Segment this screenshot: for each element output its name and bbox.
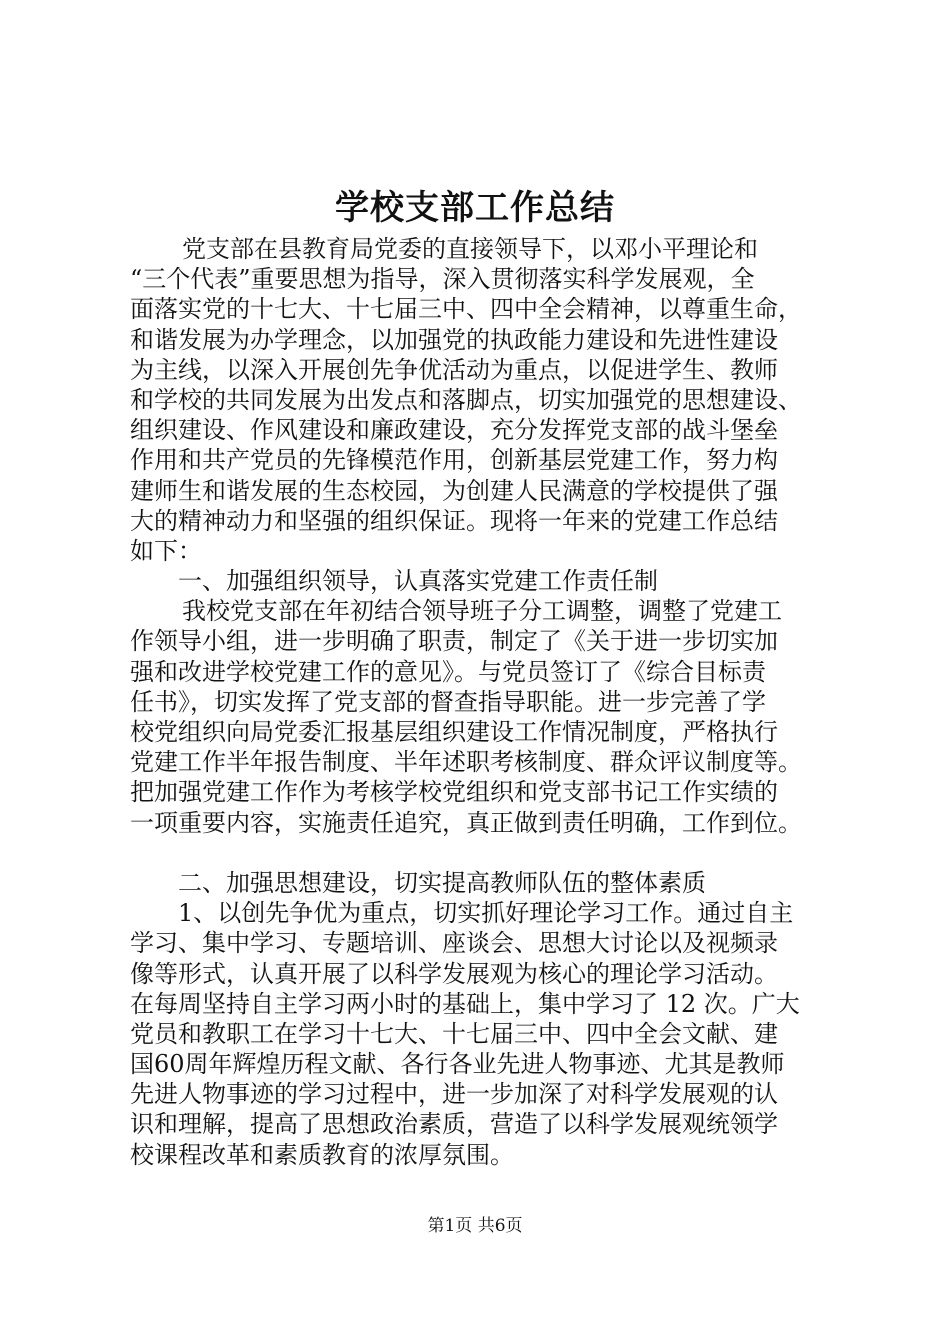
paragraph-line: 和谐发展为办学理念，以加强党的执政能力建设和先进性建设 xyxy=(130,325,778,354)
paragraph-line: 识和理解，提高了思想政治素质，营造了以科学发展观统领学 xyxy=(130,1110,778,1139)
paragraph-line: 在每周坚持自主学习两小时的基础上，集中学习了 12 次。广大 xyxy=(130,989,800,1018)
paragraph-line: 强和改进学校党建工作的意见》。与党员签订了《综合目标责 xyxy=(130,657,766,686)
paragraph-line: 作用和共产党员的先锋模范作用，创新基层党建工作，努力构 xyxy=(130,446,778,475)
section-heading: 二、加强思想建设，切实提高教师队伍的整体素质 xyxy=(178,868,706,897)
paragraph-line: 如下： xyxy=(130,536,202,565)
paragraph-line: 先进人物事迹的学习过程中，进一步加深了对科学发展观的认 xyxy=(130,1080,778,1109)
paragraph-line: 建师生和谐发展的生态校园，为创建人民满意的学校提供了强 xyxy=(130,476,778,505)
paragraph-line: 为主线，以深入开展创先争优活动为重点，以促进学生、教师 xyxy=(130,355,778,384)
paragraph-line: 校课程改革和素质教育的浓厚氛围。 xyxy=(130,1140,514,1169)
document-body xyxy=(130,234,830,1170)
blank-line xyxy=(130,838,830,868)
paragraph-line: 学习、集中学习、专题培训、座谈会、思想大讨论以及视频录 xyxy=(130,929,778,958)
paragraph-line: 一项重要内容，实施责任追究，真正做到责任明确，工作到位。 xyxy=(130,808,802,837)
paragraph-line: 像等形式，认真开展了以科学发展观为核心的理论学习活动。 xyxy=(130,959,778,988)
document-title: 学校支部工作总结 xyxy=(335,188,615,228)
paragraph-line: 1、以创先争优为重点，切实抓好理论学习工作。通过自主 xyxy=(178,899,794,928)
page-footer: 第1页 共6页 xyxy=(427,1216,523,1236)
paragraph-line: 和学校的共同发展为出发点和落脚点，切实加强党的思想建设、 xyxy=(130,385,802,414)
paragraph-line: 党建工作半年报告制度、半年述职考核制度、群众评议制度等。 xyxy=(130,748,802,777)
paragraph-line: 国60周年辉煌历程文献、各行各业先进人物事迹、尤其是教师 xyxy=(130,1050,785,1079)
paragraph-line: 组织建设、作风建设和廉政建设，充分发挥党支部的战斗堡垒 xyxy=(130,416,778,445)
paragraph-line: 面落实党的十七大、十七届三中、四中全会精神，以尊重生命， xyxy=(130,295,802,324)
paragraph-line: 党支部在县教育局党委的直接领导下，以邓小平理论和 xyxy=(182,235,758,263)
paragraph-line: 党员和教职工在学习十七大、十七届三中、四中全会文献、建 xyxy=(130,1019,778,1048)
paragraph-line: 作领导小组，进一步明确了职责，制定了《关于进一步切实加 xyxy=(130,627,778,656)
section-heading: 一、加强组织领导，认真落实党建工作责任制 xyxy=(178,567,658,596)
paragraph-line: “三个代表”重要思想为指导，深入贯彻落实科学发展观，全 xyxy=(130,265,755,294)
paragraph-line: 把加强党建工作作为考核学校党组织和党支部书记工作实绩的 xyxy=(130,778,778,807)
paragraph-line: 大的精神动力和坚强的组织保证。现将一年来的党建工作总结 xyxy=(130,506,778,535)
paragraph-line: 任书》，切实发挥了党支部的督查指导职能。进一步完善了学 xyxy=(130,687,766,716)
paragraph-line: 校党组织向局党委汇报基层组织建设工作情况制度，严格执行 xyxy=(130,718,778,746)
paragraph-line: 我校党支部在年初结合领导班子分工调整，调整了党建工 xyxy=(182,597,782,626)
